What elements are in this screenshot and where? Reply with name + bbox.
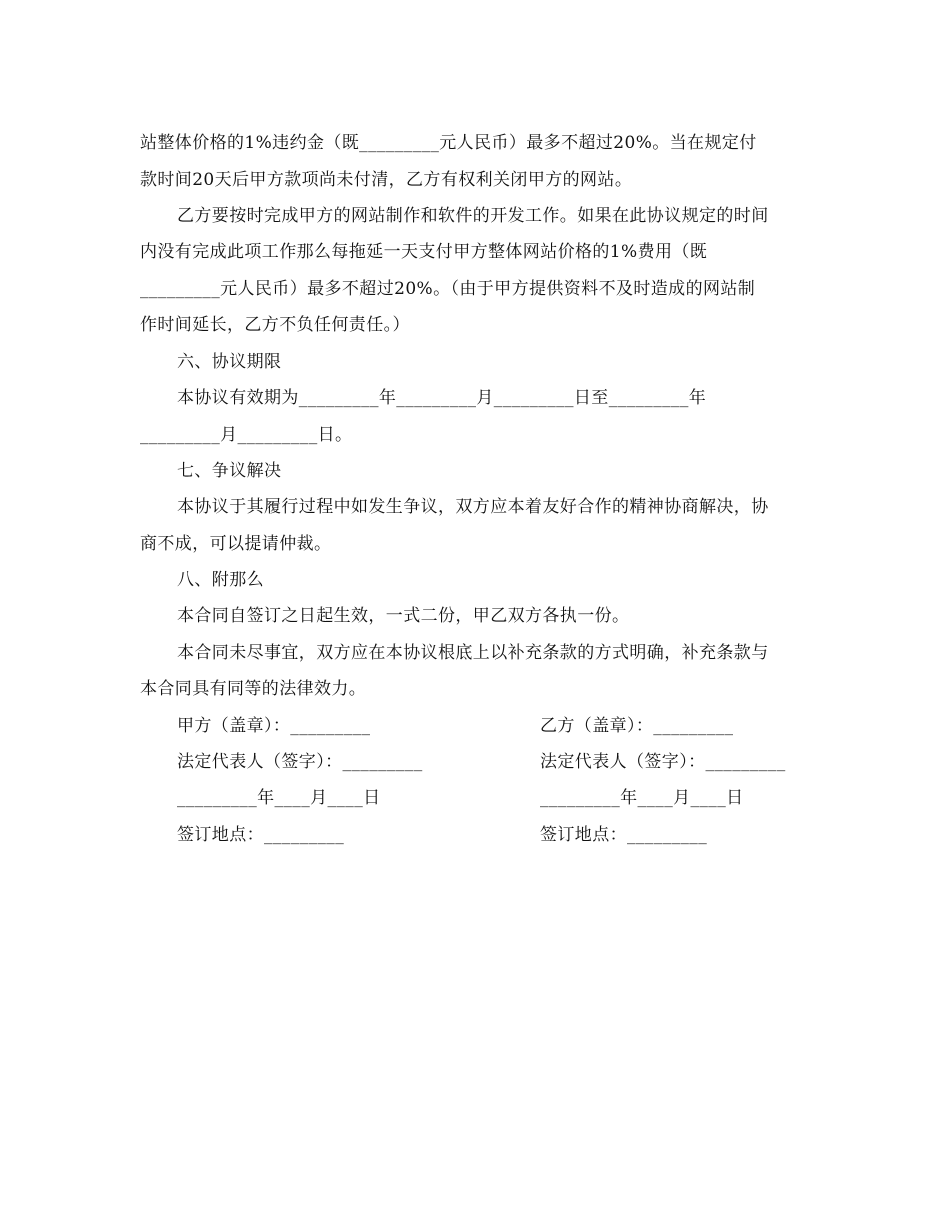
paragraph-line: 款时间20天后甲方款项尚未付清，乙方有权利关闭甲方的网站。: [140, 170, 633, 190]
party-b-representative-field: 法定代表人（签字）：_________: [540, 752, 786, 772]
paragraph-line: 乙方要按时完成甲方的网站制作和软件的开发工作。如果在此协议规定的时间: [177, 206, 769, 226]
party-a-date-field: _________年____月____日: [177, 788, 381, 808]
paragraph-line: 作时间延长，乙方不负任何责任。）: [140, 315, 410, 335]
section-heading-dispute: 七、争议解决: [177, 461, 282, 481]
paragraph-line: 本协议于其履行过程中如发生争议，双方应本着友好合作的精神协商解决，协: [177, 497, 769, 517]
paragraph-line: 商不成，可以提请仲裁。: [140, 534, 332, 554]
paragraph-line: _________月_________日。: [140, 425, 353, 445]
paragraph-line: 站整体价格的1%违约金（既_________元人民币）最多不超过20%。当在规定付: [140, 133, 757, 153]
party-b-place-field: 签订地点：_________: [540, 825, 708, 845]
paragraph-line: 本协议有效期为_________年_________月_________日至_________年: [177, 388, 707, 408]
party-b-seal-field: 乙方（盖章）：_________: [540, 716, 734, 736]
party-a-representative-field: 法定代表人（签字）：_________: [177, 752, 423, 772]
paragraph-line: 本合同具有同等的法律效力。: [140, 679, 367, 699]
section-heading-appendix: 八、附那么: [177, 570, 264, 590]
paragraph-line: _________元人民币）最多不超过20%。（由于甲方提供资料不及时造成的网站制: [140, 279, 756, 299]
paragraph-line: 本合同未尽事宜，双方应在本协议根底上以补充条款的方式明确，补充条款与: [177, 643, 769, 663]
party-a-place-field: 签订地点：_________: [177, 825, 345, 845]
paragraph-line: 内没有完成此项工作那么每拖延一天支付甲方整体网站价格的1%费用（既: [140, 242, 708, 262]
party-a-seal-field: 甲方（盖章）：_________: [177, 716, 371, 736]
party-b-date-field: _________年____月____日: [540, 788, 744, 808]
section-heading-term: 六、协议期限: [177, 352, 282, 372]
paragraph-line: 本合同自签订之日起生效，一式二份，甲乙双方各执一份。: [177, 606, 630, 626]
